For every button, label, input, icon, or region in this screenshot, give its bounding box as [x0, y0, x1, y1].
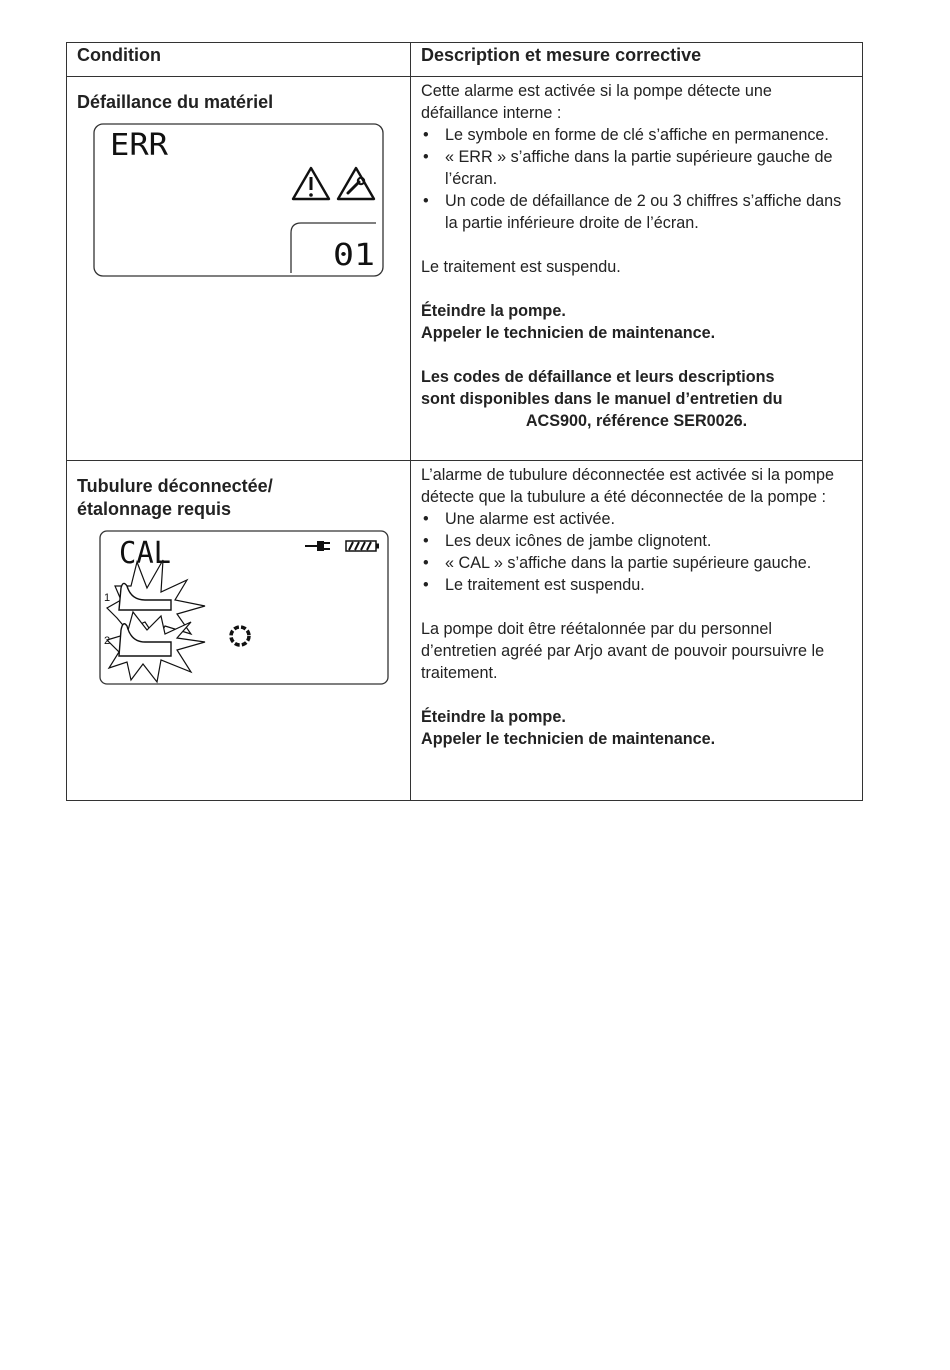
list-item: • Le symbole en forme de clé s’affiche en permanence. — [421, 124, 852, 146]
condition-title: Défaillance du matériel — [77, 92, 274, 112]
list-item: • Les deux icônes de jambe clignotent. — [421, 530, 852, 552]
list-item: • « ERR » s’affiche dans la partie supérieure gauche de l’écran. — [421, 146, 852, 190]
condition-title-line: Tubulure déconnectée/ — [77, 476, 273, 496]
condition-cell — [67, 77, 411, 461]
description-intro: Cette alarme est activée si la pompe détecte une défaillance interne : — [421, 82, 772, 122]
action-turn-off: Éteindre la pompe. — [421, 302, 566, 320]
lcd-display-error — [93, 123, 385, 279]
lcd-error-text: ERR — [110, 128, 170, 163]
description-intro: L’alarme de tubulure déconnectée est activée si la pompe détecte que la tubulure a été déconnectée de la pompe : — [421, 466, 835, 506]
lcd-display-calibration — [99, 530, 391, 686]
leg-label: 1 — [104, 592, 111, 604]
description-status: La pompe doit être réétalonnée par du personnel d’entretien agréé par Arjo avant de pouvoir poursuivre le traitement. — [421, 620, 825, 682]
header-description: Description et mesure corrective — [411, 43, 863, 77]
list-item: • « CAL » s’affiche dans la partie supérieure gauche. — [421, 552, 852, 574]
power-plug-icon — [305, 541, 330, 551]
description-cell — [411, 461, 863, 801]
wrench-warning-icon — [338, 168, 374, 199]
description-bullets — [421, 508, 852, 596]
alarm-table — [66, 42, 863, 801]
list-item: • Une alarme est activée. — [421, 508, 852, 530]
description-cell — [411, 77, 863, 461]
header-row — [67, 43, 863, 77]
leg-icon — [104, 612, 205, 682]
action-call-technician: Appeler le technicien de maintenance. — [421, 730, 716, 748]
action-call-technician: Appeler le technicien de maintenance. — [421, 324, 716, 342]
note-line: ACS900, référence SER0026. — [525, 412, 748, 430]
list-item: • Un code de défaillance de 2 ou 3 chiffres s’affiche dans la partie inférieure droite de l’écran. — [421, 190, 852, 234]
warning-icon — [293, 168, 329, 199]
header-condition: Condition — [67, 43, 411, 77]
note-line: Les codes de défaillance et leurs descriptions — [421, 368, 775, 386]
spinner-icon — [231, 627, 249, 645]
list-item: • Le traitement est suspendu. — [421, 574, 852, 596]
condition-title-line: étalonnage requis — [77, 499, 232, 519]
leg-label: 2 — [104, 635, 111, 647]
lcd-error-code: 01 — [333, 238, 375, 273]
table-row — [67, 461, 863, 801]
table-row — [67, 77, 863, 461]
condition-cell — [67, 461, 411, 801]
battery-icon — [346, 541, 379, 551]
note-line: sont disponibles dans le manuel d’entretien du — [421, 390, 783, 408]
description-bullets — [421, 124, 852, 234]
action-turn-off: Éteindre la pompe. — [421, 708, 566, 726]
lcd-cal-text: CAL — [119, 536, 171, 571]
description-status: Le traitement est suspendu. — [421, 258, 621, 276]
